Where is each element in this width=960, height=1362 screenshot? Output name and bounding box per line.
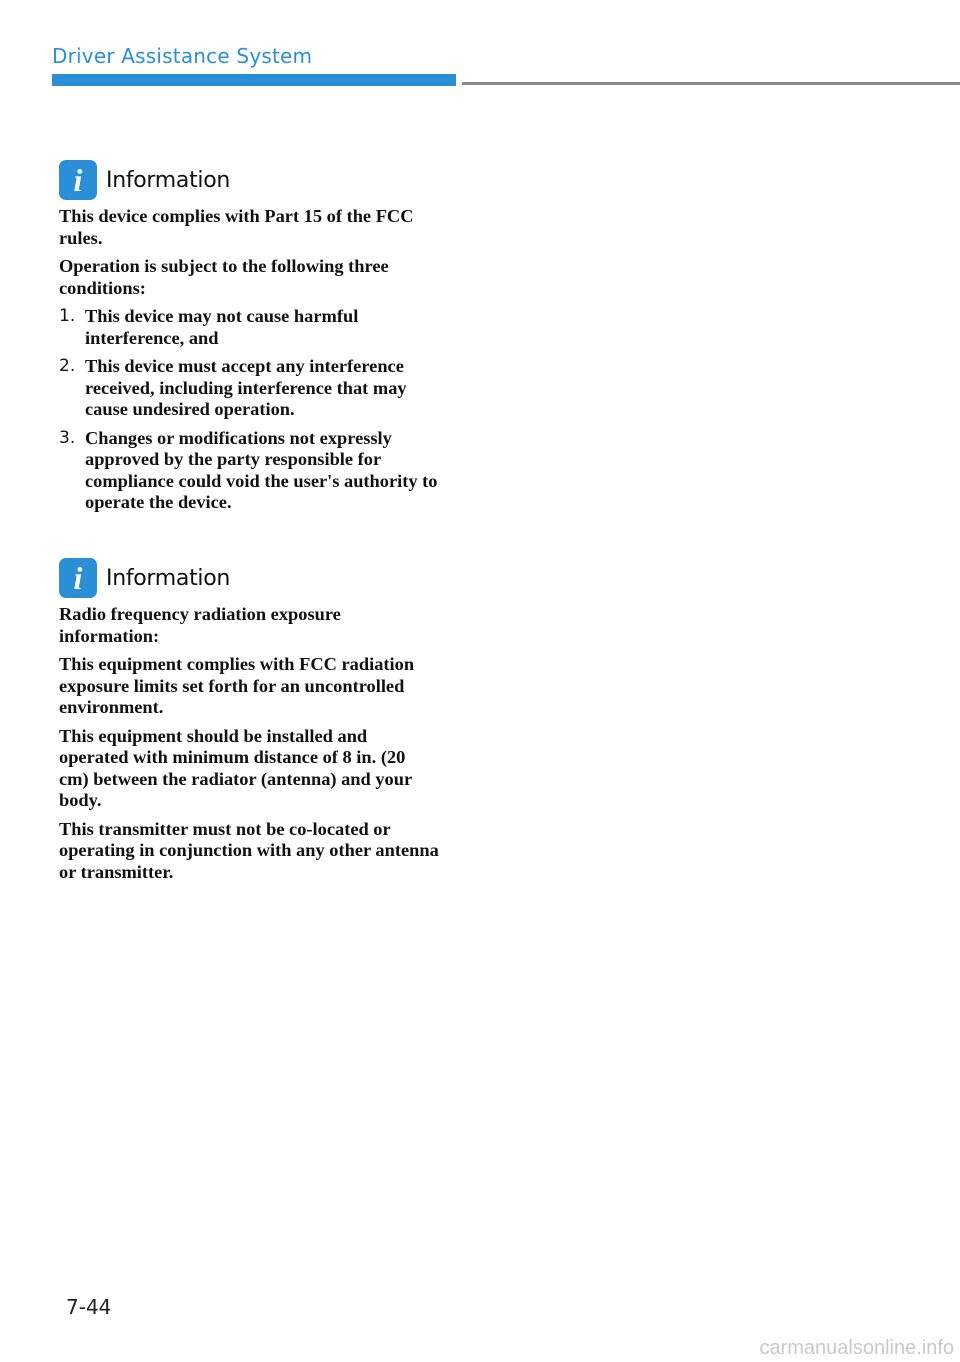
list-item <box>59 428 439 514</box>
info-paragraph: This transmitter must not be co-located or operating in conjunction with any other antenna or transmitter. <box>59 818 439 882</box>
info-paragraph: Radio frequency radiation exposure information: <box>59 604 341 646</box>
info-icon: i <box>59 558 97 598</box>
list-item-number: 1. <box>59 306 76 326</box>
info-paragraph: Operation is subject to the following three conditions: <box>59 256 389 298</box>
info-block-fcc <box>59 160 439 521</box>
section-title: Driver Assistance System <box>52 44 313 68</box>
info-paragraph: This equipment should be installed and operated with minimum distance of 8 in. (20 cm) between the radiator (antenna) and your body. <box>59 725 412 810</box>
list-item <box>59 306 439 349</box>
header-divider-rule <box>462 82 960 85</box>
info-header <box>59 160 439 200</box>
header-accent-rule <box>52 74 456 86</box>
info-title: Information <box>106 167 231 193</box>
info-paragraph: This equipment complies with FCC radiation exposure limits set forth for an uncontrolled environment. <box>59 654 415 717</box>
list-item-number: 3. <box>59 427 76 448</box>
list-item <box>59 356 439 421</box>
info-header <box>59 558 439 598</box>
list-item-text: This device may not cause harmful interference, and <box>85 306 359 348</box>
page-number: 7-44 <box>66 1295 112 1319</box>
watermark: carmanualsonline.info <box>759 1337 954 1359</box>
list-item-number: 2. <box>59 356 76 376</box>
info-paragraph: This device complies with Part 15 of the FCC rules. <box>59 206 414 248</box>
info-block-rf-exposure <box>59 558 439 890</box>
list-item-text: Changes or modifications not expressly approved by the party responsible for compliance could void the user's authority to operate the device. <box>85 427 438 512</box>
info-icon: i <box>59 160 97 200</box>
info-title: Information <box>106 565 231 591</box>
list-item-text: This device must accept any interference received, including interference that may cause undesired operation. <box>85 356 407 419</box>
conditions-list <box>59 306 439 514</box>
